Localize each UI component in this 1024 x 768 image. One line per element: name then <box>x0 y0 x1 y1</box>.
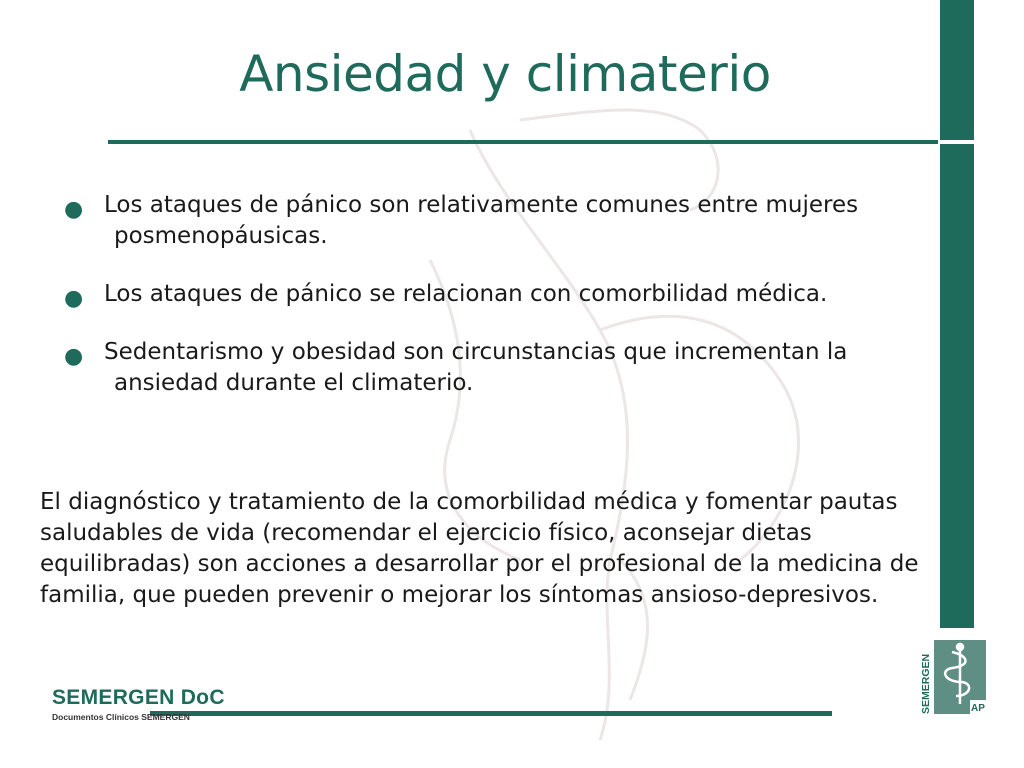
bullet-dot-icon: ● <box>64 197 84 222</box>
slide-title: Ansiedad y climaterio <box>239 45 771 103</box>
footer-brand <box>52 686 225 722</box>
right-accent-bar <box>940 0 974 628</box>
title-underline-gap <box>938 140 976 144</box>
footer-rule <box>150 711 832 716</box>
bullet-line: Los ataques de pánico son relativamente comunes entre mujeres <box>104 192 859 218</box>
bullet-item <box>60 337 940 399</box>
bullet-line: Los ataques de pánico se relacionan con comorbilidad médica. <box>104 281 828 307</box>
bullet-line: Sedentarismo y obesidad son circunstancias que incrementan la <box>104 339 848 365</box>
bullet-line: ansiedad durante el climaterio. <box>114 370 474 396</box>
title-underline <box>108 140 974 144</box>
summary-paragraph: El diagnóstico y tratamiento de la comorbilidad médica y fomentar pautas saludables de vida (recomendar el ejercicio físico, aconsejar dietas equilibradas) son acciones a desarrollar por el profesional de la medicina de familia, que pueden prevenir o mejorar los síntomas ansioso-depresivos. <box>40 489 919 608</box>
bullet-item <box>60 190 940 252</box>
bullet-item <box>60 279 940 310</box>
bullet-dot-icon: ● <box>64 344 84 369</box>
brand-name: SEMERGEN DoC <box>52 686 225 709</box>
title-container <box>100 45 910 103</box>
bullet-line: posmenopáusicas. <box>114 223 328 249</box>
bullet-list <box>60 190 940 426</box>
logo-badge-text: AP <box>971 703 985 714</box>
logo-vertical-text: SEMERGEN <box>920 653 932 714</box>
brand-subtitle: Documentos Clínicos SEMERGEN <box>52 712 190 722</box>
bullet-dot-icon: ● <box>64 286 84 311</box>
semergen-logo <box>918 638 988 716</box>
